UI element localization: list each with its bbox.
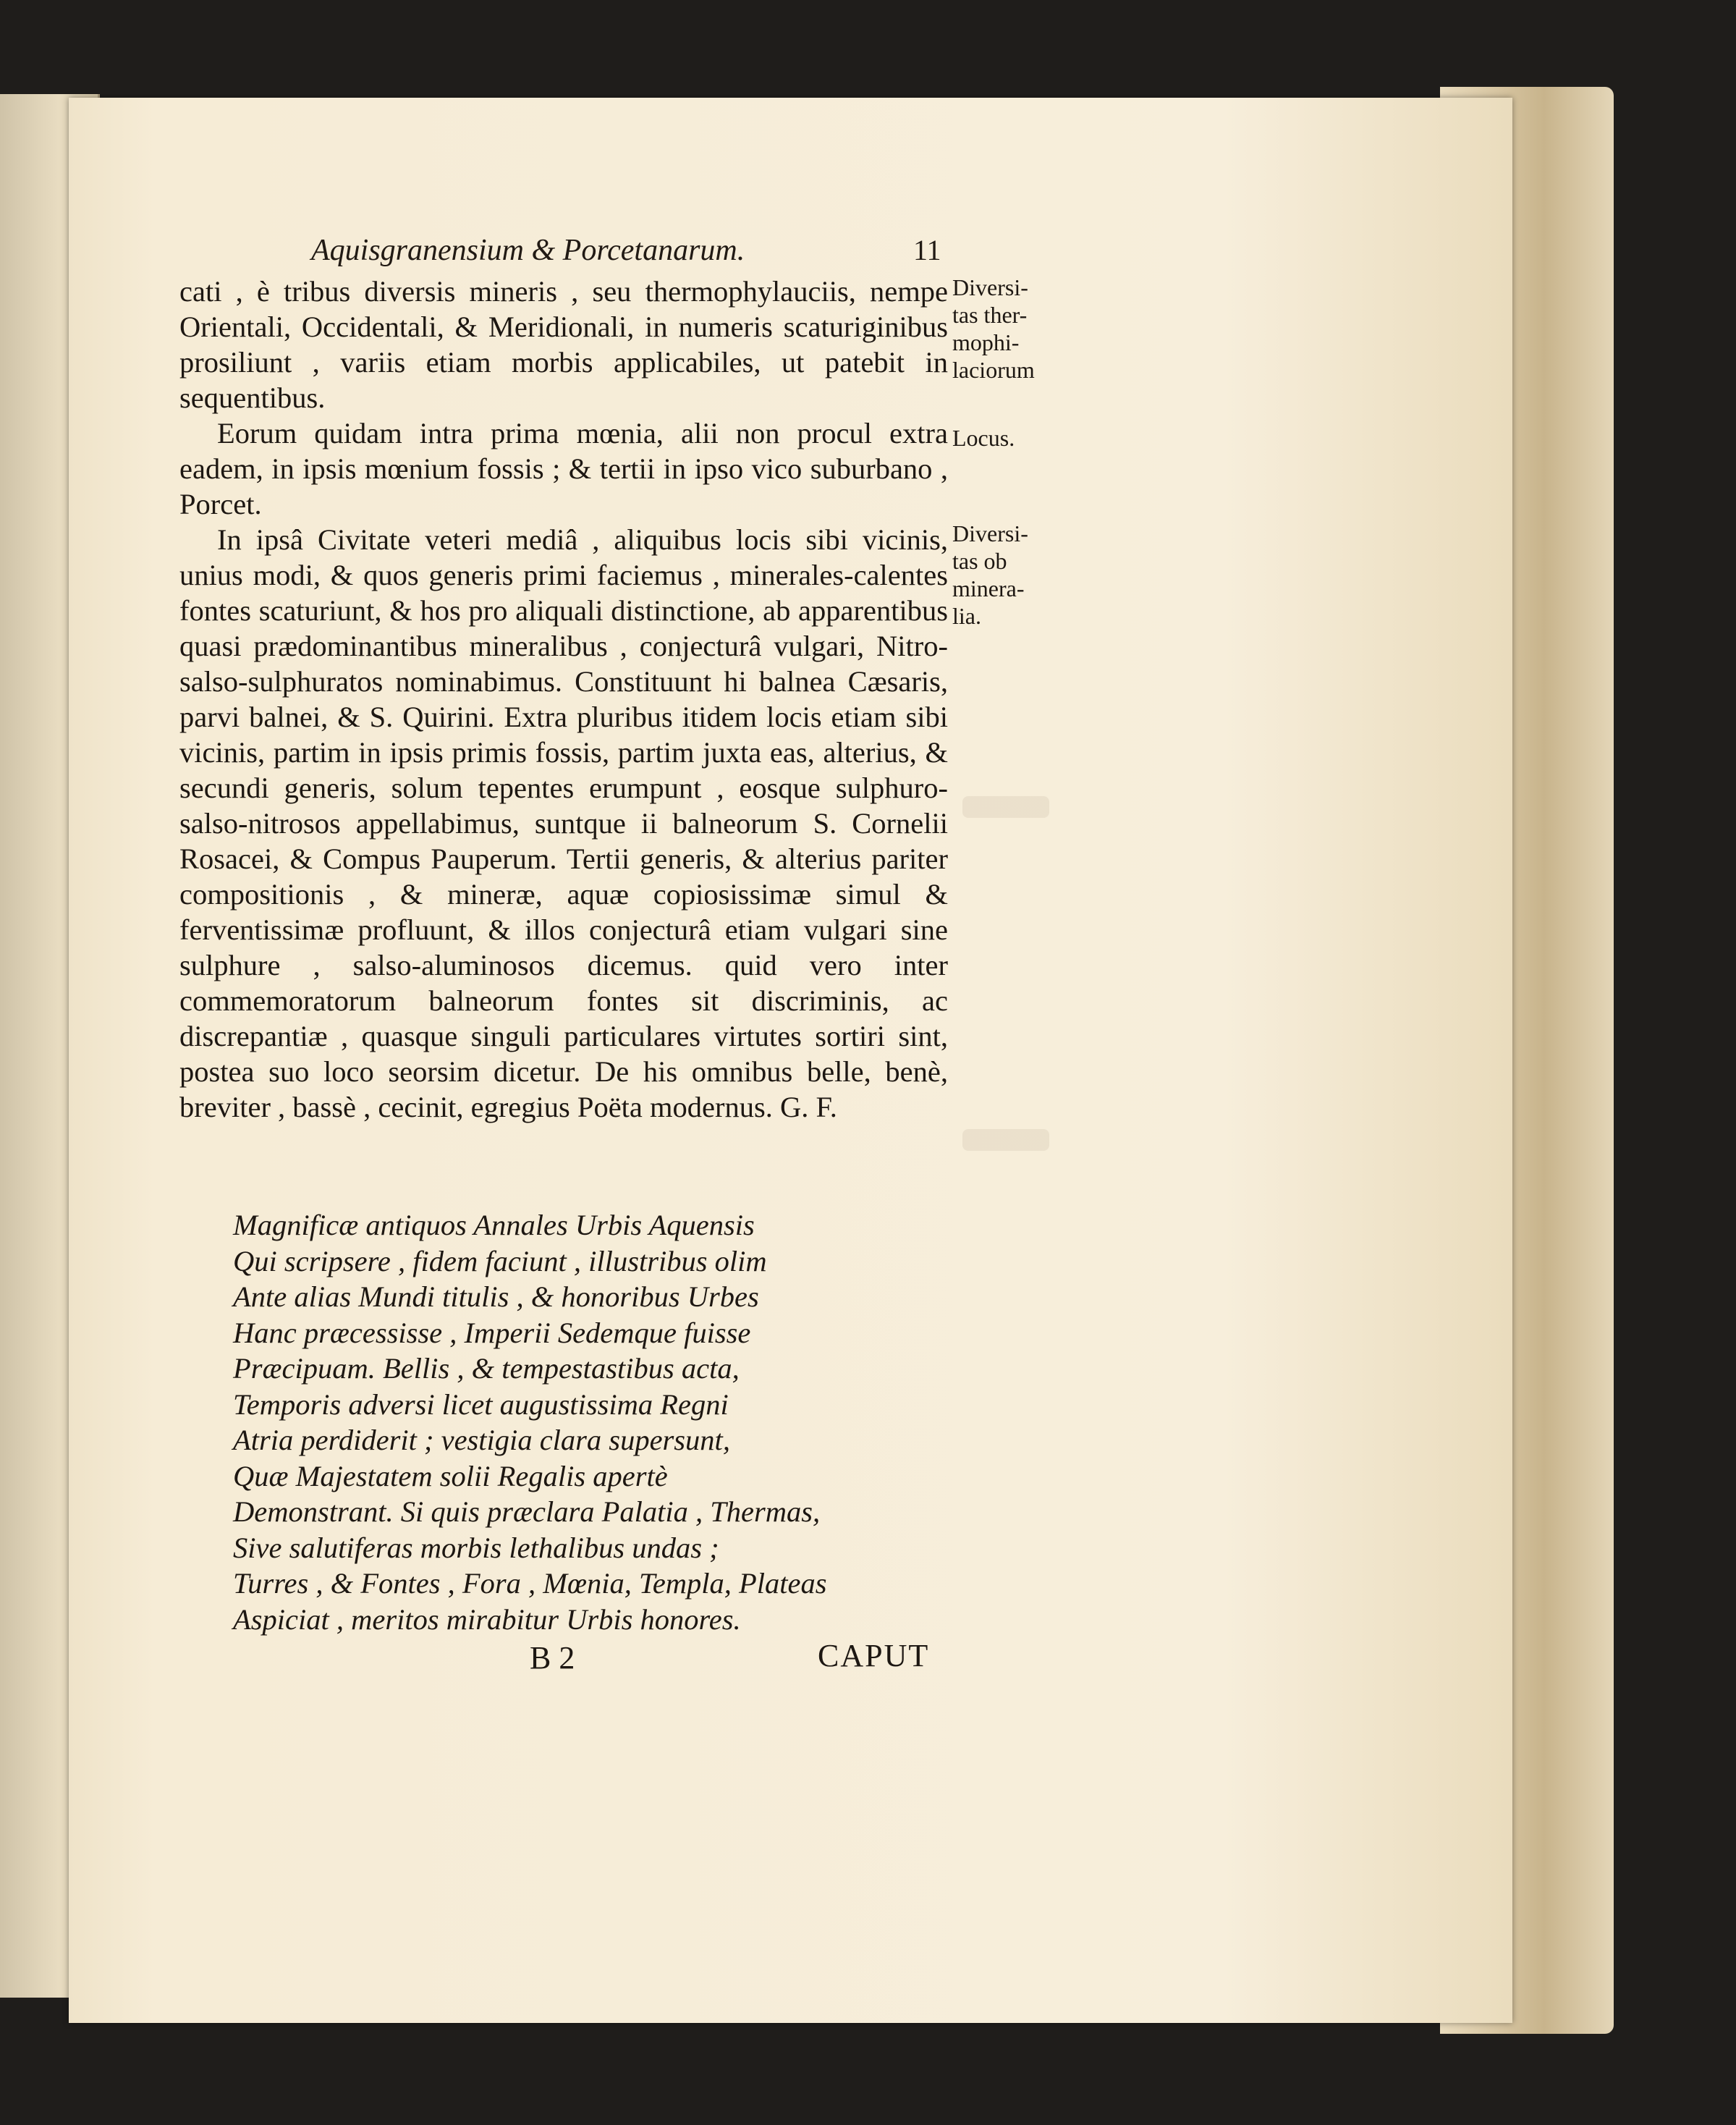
verse-line: Aspiciat , meritos mirabitur Urbis honores. [233, 1602, 741, 1636]
running-head: Aquisgranensium & Porcetanarum. [311, 234, 745, 267]
margin-note-line: tas ob [952, 548, 1007, 574]
verse-line: Sive salutiferas morbis lethalibus undas ; [233, 1531, 719, 1564]
verse-line: Præcipuam. Bellis , & tempestastibus acta, [233, 1352, 740, 1385]
verse-line: Qui scripsere , fidem faciunt , illustribus olim [233, 1244, 767, 1277]
verse-line: Quæ Majestatem solii Regalis apertè [233, 1459, 668, 1492]
show-through-stain [962, 796, 1049, 818]
margin-note-line: laciorum [952, 357, 1035, 383]
margin-note-diversitas-thermophilaciorum [952, 274, 1068, 384]
page-number: 11 [913, 234, 941, 266]
paragraph: Eorum quidam intra prima mœnia, alii non procul extra eadem, in ipsis mœnium fossis ; & tertii in ipso vico suburbano , Porcet. [179, 417, 948, 520]
show-through-stain [962, 1129, 1049, 1151]
margin-note-line: minera- [952, 575, 1025, 601]
paragraph: cati , è tribus diversis mineris , seu thermophylauciis, nempe Orientali, Occidentali, & Meridionali, in numeris scaturiginibus prosiliunt , variis etiam morbis applicabiles, ut patebit in sequentibus. [179, 275, 948, 414]
margin-note-line: tas ther- [952, 302, 1028, 328]
verse-block [233, 1207, 949, 1637]
margin-note-line: Locus. [952, 425, 1015, 451]
verse-line: Turres , & Fontes , Fora , Mœnia, Templa, Plateas [233, 1567, 827, 1600]
verse-line: Ante alias Mundi titulis , & honoribus Urbes [233, 1280, 759, 1313]
margin-note-line: lia. [952, 603, 981, 629]
margin-note-line: mophi- [952, 329, 1020, 355]
margin-note-line: Diversi- [952, 520, 1028, 546]
verse-line: Atria perdiderit ; vestigia clara supersunt, [233, 1424, 730, 1456]
margin-note-line: Diversi- [952, 274, 1028, 300]
signature-mark: B 2 [530, 1640, 575, 1676]
verse-line: Hanc præcessisse , Imperii Sedemque fuisse [233, 1316, 751, 1349]
body-text [179, 274, 948, 1125]
verse-line: Temporis adversi licet augustissima Regni [233, 1387, 729, 1421]
verse-line: Magnificæ antiquos Annales Urbis Aquensis [233, 1209, 755, 1241]
margin-note-locus [952, 424, 1068, 452]
paragraph: In ipsâ Civitate veteri mediâ , aliquibus locis sibi vicinis, unius modi, & quos generis primi faciemus , minerales-calentes fontes scaturiunt, & hos pro aliquali distinctione, ab apparentibus quasi prædominantibus mineralibus , conjecturâ vulgari, Nitro-salso-sulphuratos nominabimus. Constituunt hi balnea Cæsaris, parvi balnei, & S. Quirini. Extra pluribus itidem locis etiam sibi vicinis, partim in ipsis primis fossis, partim juxta eas, alterius, & secundi generis, solum tepentes erumpunt , eosque sulphuro-salso-nitrosos appellabimus, suntque ii balneorum S. Cornelii Rosacei, & Compus Pauperum. Tertii generis, & alterius pariter compositionis , & mineræ, aquæ copiosissimæ simul & ferventissimæ profluunt, & illos conjecturâ etiam vulgari sine sulphure , salso-aluminosos dicemus. quid vero inter commemoratorum balneorum fontes sit discriminis, ac discrepantiæ , quasque singuli particulares virtutes sortiri sint, postea suo loco seorsim dicetur. De his omnibus belle, benè, breviter , bassè , cecinit, egregius Poëta modernus. G. F. [179, 523, 948, 1123]
catchword: CAPUT [818, 1638, 930, 1673]
verse-line: Demonstrant. Si quis præclara Palatia , Thermas, [233, 1495, 821, 1528]
margin-note-diversitas-mineralia [952, 520, 1068, 630]
